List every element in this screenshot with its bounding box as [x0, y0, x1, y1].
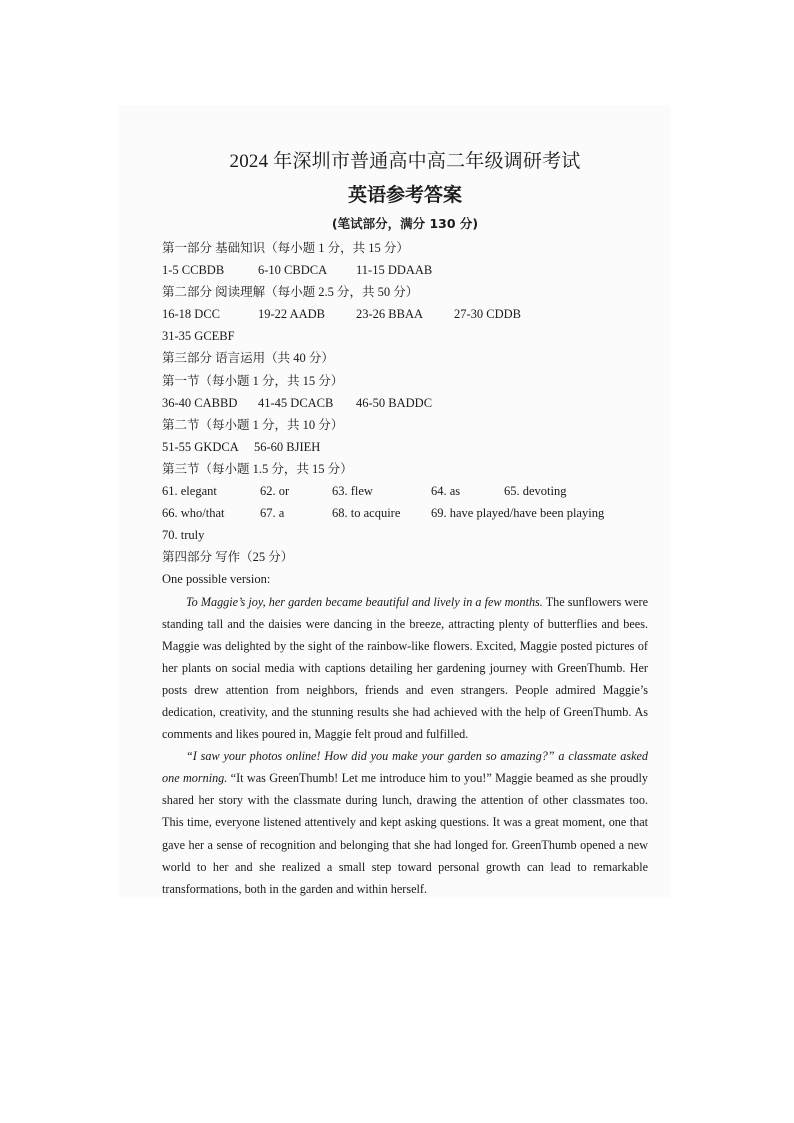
answer-item: 69. have played/have been playing	[431, 506, 605, 521]
sample-essay	[162, 591, 648, 899]
answer-group: 23-26 BBAA	[356, 307, 424, 322]
answer-group: 16-18 DCC	[162, 307, 220, 322]
answer-group: 27-30 CDDB	[454, 307, 522, 322]
part3-section3-row3	[162, 524, 648, 546]
answer-group: 36-40 CABBD	[162, 395, 238, 410]
version-label: One possible version:	[162, 572, 271, 587]
answer-group: 11-15 DDAAB	[356, 263, 433, 278]
answer-group: 6-10 CBDCA	[258, 263, 328, 278]
score-note: (笔试部分，满分 130 分)	[331, 216, 479, 231]
answer-item: 67. a	[260, 506, 285, 521]
answer-item: 61. elegant	[162, 484, 217, 499]
part3-section2-answers	[162, 436, 648, 458]
answer-item: 62. or	[260, 484, 290, 499]
answer-group: 19-22 AADB	[258, 307, 326, 322]
answer-item: 68. to acquire	[332, 506, 401, 521]
answer-group: 51-55 GKDCA	[162, 439, 239, 454]
answer-group: 1-5 CCBDB	[162, 263, 225, 278]
answer-item: 70. truly	[162, 528, 205, 543]
part3-section2-heading: 第二节（每小题 1 分，共 10 分）	[162, 417, 344, 432]
answer-group: 31-35 GCEBF	[162, 329, 235, 344]
answer-key-title: 英语参考答案	[347, 184, 462, 206]
part2-answers-row1	[162, 303, 648, 325]
paragraph-2-body: “It was GreenThumb! Let me introduce him to you!” Maggie beamed as she proudly shared her story with the classmate during lunch, drawing the attention of other classmates too. This time, everyone listened attentively and kept asking questions. It was a great moment, one that gave her a sense of recognition and belonging that she had longed for. GreenThumb opened a new world to her and she realized a small step toward personal growth can lead to remarkable transformations, both in the garden and within herself.	[162, 771, 648, 896]
part3-section3-row1	[162, 480, 648, 502]
part3-section3-row2	[162, 502, 648, 524]
part3-section1-answers	[162, 392, 648, 414]
paragraph-1-lead: To Maggie’s joy, her garden became beautiful and lively in a few months.	[186, 594, 543, 609]
part1-answers	[162, 259, 648, 281]
paragraph-1-body: The sunflowers were standing tall and the daisies were dancing in the breeze, attracting plenty of butterflies and bees. Maggie was delighted by the sight of the rainbow-like flowers. Excited, Maggie posted pictures of her plants on social media with captions detailing her gardening journey with GreenThumb. Her posts drew attention from neighbors, friends and even strangers. People admired Maggie’s dedication, creativity, and the stunning results she had achieved with the help of GreenThumb. As comments and likes poured in, Maggie felt proud and fulfilled.	[162, 594, 648, 742]
part2-answers-row2	[162, 325, 648, 347]
exam-title: 2024 年深圳市普通高中高二年级调研考试	[229, 151, 581, 172]
part2-heading: 第二部分 阅读理解（每小题 2.5 分，共 50 分）	[162, 285, 419, 300]
answer-item: 64. as	[431, 484, 461, 499]
part3-section1-heading: 第一节（每小题 1 分，共 15 分）	[162, 373, 344, 388]
part4-heading: 第四部分 写作（25 分）	[162, 550, 294, 565]
answer-group: 46-50 BADDC	[356, 395, 433, 410]
sheet-content	[162, 149, 648, 898]
answer-group: 41-45 DCACB	[258, 395, 334, 410]
answer-group: 56-60 BJIEH	[254, 439, 321, 454]
essay-paragraph-1	[162, 591, 648, 746]
answer-sheet	[118, 105, 670, 898]
part3-section3-heading: 第三节（每小题 1.5 分，共 15 分）	[162, 461, 353, 476]
part1-heading: 第一部分 基础知识（每小题 1 分，共 15 分）	[162, 241, 409, 255]
answer-item: 66. who/that	[162, 506, 225, 521]
essay-paragraph-2	[162, 745, 648, 898]
answer-item: 65. devoting	[504, 484, 567, 499]
part3-heading: 第三部分 语言运用（共 40 分）	[162, 351, 334, 366]
paragraph-2-lead: “I saw your photos online! How did you make your garden so amazing?” a classmate asked one morning.	[162, 749, 648, 786]
answer-item: 63. flew	[332, 484, 373, 499]
